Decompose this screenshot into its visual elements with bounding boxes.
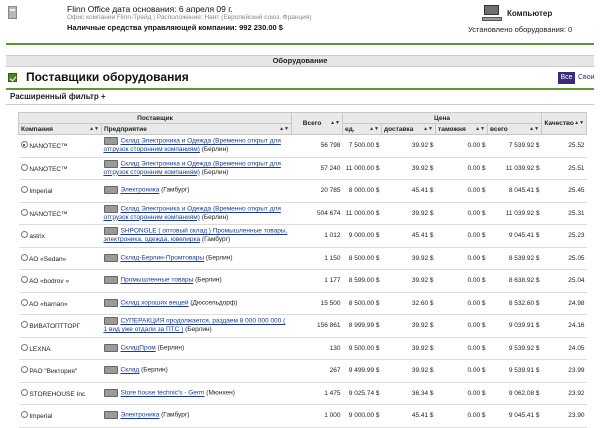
sort-arrows-icon[interactable]: ▲▼ — [475, 125, 486, 132]
enterprise-cell — [102, 292, 292, 315]
total-cell: 56 798 — [292, 135, 343, 158]
truck-icon — [104, 227, 118, 235]
delivery-cell: 39.92 $ — [382, 202, 436, 225]
price-total-cell: 9 045.41 $ — [488, 225, 542, 248]
col-price-total-header[interactable] — [488, 124, 542, 135]
company-name: NANOTEC™ — [29, 143, 68, 151]
city-label: (Берлин) — [157, 344, 185, 352]
enterprise-cell — [102, 135, 292, 158]
truck-icon — [104, 411, 118, 419]
city-label: (Гамбург) — [161, 187, 190, 195]
quality-cell: 24.05 — [542, 337, 587, 360]
price-total-cell: 9 062.08 $ — [488, 382, 542, 405]
delivery-cell: 45.41 $ — [382, 225, 436, 248]
enterprise-link[interactable]: Промышленные товары — [120, 277, 194, 285]
unit-price-cell: 8 500.00 $ — [343, 292, 382, 315]
price-total-cell: 9 539.92 $ — [488, 337, 542, 360]
company-name: AO «barnan» — [28, 300, 68, 308]
company-cell — [19, 202, 102, 225]
group-price-header: Цена — [343, 113, 542, 124]
select-radio[interactable] — [21, 164, 28, 171]
col-delivery-header[interactable] — [382, 124, 436, 135]
customs-cell: 0.00 $ — [436, 157, 488, 180]
price-total-cell: 11 039.92 $ — [488, 202, 542, 225]
company-cell — [19, 135, 102, 158]
enterprise-cell — [102, 382, 292, 405]
table-row — [19, 360, 587, 383]
enterprise-link[interactable]: Электроника — [120, 187, 160, 195]
price-total-cell: 8 539.92 $ — [488, 247, 542, 270]
enterprise-link[interactable]: Склад-Берлин-Промтовары — [120, 254, 205, 262]
company-name: astrix — [29, 233, 45, 241]
price-total-cell: 7 539.92 $ — [488, 135, 542, 158]
toggle-all-button[interactable]: Все — [558, 72, 575, 84]
toggle-own-button[interactable]: Свои — [578, 74, 595, 81]
delivery-cell: 39.92 $ — [382, 247, 436, 270]
enterprise-cell — [102, 270, 292, 293]
truck-icon — [104, 389, 118, 397]
col-enterprise-label: Предприятие — [104, 125, 147, 133]
enterprise-cell — [102, 315, 292, 338]
company-name: AO «bodrov » — [28, 278, 70, 286]
quality-cell: 24.16 — [542, 315, 587, 338]
total-cell: 1 150 — [292, 247, 343, 270]
col-quality-label: Качество — [544, 120, 574, 127]
delivery-cell: 39.92 $ — [382, 337, 436, 360]
unit-price-cell: 8 500.00 $ — [343, 247, 382, 270]
quality-cell: 25.31 — [542, 202, 587, 225]
enterprise-link[interactable]: СУПЕРАКЦИЯ продолжается, раздаем 8 000 000 000 ( 1 вид уже отдали за ПТС ) — [103, 318, 286, 334]
divider — [6, 104, 594, 105]
table-row — [19, 337, 587, 360]
table-row — [19, 180, 587, 203]
quality-cell: 25.52 — [542, 135, 587, 158]
building-icon — [8, 6, 17, 19]
delivery-cell: 39.92 $ — [382, 270, 436, 293]
company-cell — [19, 360, 102, 383]
company-cell — [19, 292, 102, 315]
company-cell — [19, 247, 102, 270]
customs-cell: 0.00 $ — [436, 405, 488, 428]
select-radio[interactable] — [21, 254, 28, 261]
cash-line: Наличные средства управляющей компании: 992 230.00 $ — [67, 23, 283, 32]
col-delivery-label: доставка — [384, 125, 414, 133]
select-radio[interactable] — [21, 366, 28, 373]
extended-filter-toggle[interactable]: Расширенный фильтр + — [10, 92, 106, 101]
customs-cell: 0.00 $ — [436, 247, 488, 270]
header — [0, 0, 600, 40]
divider — [6, 43, 594, 45]
enterprise-link[interactable]: Store house technic's - Germ — [120, 389, 205, 397]
truck-icon — [104, 344, 118, 352]
price-total-cell: 9 539.91 $ — [488, 360, 542, 383]
unit-price-cell: 9 499.99 $ — [343, 360, 382, 383]
customs-cell: 0.00 $ — [436, 270, 488, 293]
select-radio[interactable] — [21, 276, 28, 283]
company-cell — [19, 225, 102, 248]
company-name: PAO "Виктория" — [29, 368, 78, 376]
price-total-cell: 8 045.41 $ — [488, 180, 542, 203]
total-cell: 1 000 — [292, 405, 343, 428]
company-cell — [19, 405, 102, 428]
quality-cell: 25.05 — [542, 247, 587, 270]
customs-cell: 0.00 $ — [436, 382, 488, 405]
delivery-cell: 39.92 $ — [382, 157, 436, 180]
select-radio[interactable] — [21, 321, 28, 328]
total-cell: 504 674 — [292, 202, 343, 225]
table-row — [19, 225, 587, 248]
sort-arrows-icon[interactable]: ▲▼ — [279, 125, 290, 132]
title-row — [6, 70, 594, 86]
total-cell: 156 861 — [292, 315, 343, 338]
section-title: Оборудование — [6, 55, 594, 67]
enterprise-cell — [102, 202, 292, 225]
enterprise-link[interactable]: Склад хороших вещей — [120, 299, 189, 307]
computer-icon — [482, 5, 502, 23]
col-total-label: Всего — [302, 120, 322, 127]
unit-price-cell: 9 025.74 $ — [343, 382, 382, 405]
table-row — [19, 292, 587, 315]
total-cell: 57 240 — [292, 157, 343, 180]
table-row — [19, 247, 587, 270]
city-label: (Дюссельдорф) — [190, 299, 238, 307]
col-company-label: Компания — [21, 125, 53, 133]
enterprise-cell — [102, 180, 292, 203]
city-label: (Берлин) — [195, 277, 222, 285]
computer-label: Компьютер — [507, 9, 553, 18]
city-label: (Берлин) — [205, 254, 233, 262]
select-radio[interactable] — [21, 141, 28, 148]
truck-icon — [104, 317, 118, 325]
city-label: (Берлин) — [201, 168, 229, 176]
total-cell: 20 785 — [292, 180, 343, 203]
divider — [6, 88, 594, 90]
select-radio[interactable] — [21, 186, 28, 193]
enterprise-cell — [102, 405, 292, 428]
city-label: (Гамбург) — [161, 412, 190, 420]
col-unit-label: ед. — [345, 125, 355, 133]
table-row — [19, 135, 587, 158]
delivery-cell: 39.92 $ — [382, 315, 436, 338]
city-label: (Мюнхен) — [206, 389, 235, 397]
select-radio[interactable] — [21, 231, 28, 238]
sort-arrows-icon[interactable]: ▲▼ — [369, 125, 380, 132]
delivery-cell: 39.92 $ — [382, 135, 436, 158]
price-total-cell: 9 045.41 $ — [488, 405, 542, 428]
unit-price-cell: 11 000.00 $ — [343, 202, 382, 225]
customs-cell: 0.00 $ — [436, 292, 488, 315]
quality-cell: 23.99 — [542, 360, 587, 383]
city-label: (Берлин) — [141, 367, 168, 375]
truck-icon — [104, 160, 118, 168]
company-cell — [19, 337, 102, 360]
truck-icon — [104, 276, 118, 284]
delivery-cell: 45.41 $ — [382, 180, 436, 203]
installed-count: Установлено оборудования: 0 — [468, 25, 573, 34]
table-row — [19, 202, 587, 225]
delivery-cell: 45.41 $ — [382, 405, 436, 428]
company-name: NANOTEC™ — [29, 210, 68, 218]
checkmark-icon — [8, 73, 17, 82]
company-name: STOREHOUSE Inc — [29, 390, 86, 398]
enterprise-link[interactable]: Склад — [120, 367, 140, 375]
unit-price-cell: 9 000.00 $ — [343, 405, 382, 428]
suppliers-table — [18, 112, 587, 428]
unit-price-cell: 8 999.99 $ — [343, 315, 382, 338]
company-name: ВИВАТОПТТОРГ — [29, 323, 81, 331]
select-radio[interactable] — [21, 344, 28, 351]
company-cell — [19, 382, 102, 405]
truck-icon — [104, 205, 118, 213]
total-cell: 1 177 — [292, 270, 343, 293]
company-name: AO «Sedan» — [28, 255, 67, 263]
enterprise-cell — [102, 360, 292, 383]
price-total-cell: 9 039.91 $ — [488, 315, 542, 338]
company-cell — [19, 315, 102, 338]
enterprise-link[interactable]: Электроника — [120, 412, 160, 420]
enterprise-link[interactable]: Склад Электроника и Одежда (Временно открыт для отгрузок сторонним компаниям) — [103, 205, 281, 221]
customs-cell: 0.00 $ — [436, 360, 488, 383]
enterprise-link[interactable]: СкладПром — [120, 344, 156, 352]
enterprise-link[interactable]: SHPONGLE ( оптовый склад ) Промышленные товары, электроника, одежда, ювелирка — [103, 228, 288, 244]
total-cell: 15 500 — [292, 292, 343, 315]
unit-price-cell: 8 000.00 $ — [343, 180, 382, 203]
price-total-cell: 11 039.92 $ — [488, 157, 542, 180]
customs-cell: 0.00 $ — [436, 180, 488, 203]
company-cell — [19, 157, 102, 180]
company-name: NANOTEC™ — [29, 165, 68, 173]
enterprise-cell — [102, 247, 292, 270]
truck-icon — [104, 254, 118, 262]
col-total-header[interactable] — [292, 113, 343, 135]
page-title: Поставщики оборудования — [26, 70, 189, 84]
table-row — [19, 270, 587, 293]
select-radio[interactable] — [21, 411, 28, 418]
quality-cell: 24.98 — [542, 292, 587, 315]
city-label: (Берлин) — [201, 146, 229, 154]
company-name: Imperial — [29, 413, 53, 421]
customs-cell: 0.00 $ — [436, 202, 488, 225]
company-cell — [19, 180, 102, 203]
col-customs-label: таможня — [438, 125, 466, 133]
delivery-cell: 36.34 $ — [382, 382, 436, 405]
col-customs-header[interactable] — [436, 124, 488, 135]
total-cell: 130 — [292, 337, 343, 360]
col-price-total-label: всего — [490, 125, 508, 133]
city-label: (Берлин) — [201, 213, 229, 221]
sort-arrows-icon[interactable]: ▲▼ — [574, 120, 585, 126]
quality-cell: 23.92 — [542, 382, 587, 405]
sort-arrows-icon[interactable]: ▲▼ — [89, 125, 99, 132]
group-supplier-header: Поставщик — [19, 113, 292, 124]
quality-cell: 25.45 — [542, 180, 587, 203]
table-row — [19, 315, 587, 338]
sort-arrows-icon[interactable]: ▲▼ — [330, 120, 341, 126]
col-company-header[interactable] — [19, 124, 102, 135]
total-cell: 267 — [292, 360, 343, 383]
col-enterprise-header[interactable] — [102, 124, 292, 135]
price-total-cell: 8 638.92 $ — [488, 270, 542, 293]
company-name: LEXNA — [29, 345, 51, 353]
sort-arrows-icon[interactable]: ▲▼ — [423, 125, 434, 132]
company-cell — [19, 270, 102, 293]
company-line: Flinn Office дата основания: 6 апреля 09 г. — [67, 4, 233, 14]
select-radio[interactable] — [21, 299, 28, 306]
quality-cell: 25.04 — [542, 270, 587, 293]
truck-icon — [104, 137, 118, 145]
sort-arrows-icon[interactable]: ▲▼ — [529, 125, 540, 132]
city-label: (Берлин) — [185, 326, 212, 334]
quality-cell: 25.51 — [542, 157, 587, 180]
company-name: Imperial — [29, 188, 53, 196]
enterprise-cell — [102, 225, 292, 248]
enterprise-cell — [102, 157, 292, 180]
total-cell: 1 475 — [292, 382, 343, 405]
unit-price-cell: 11 000.00 $ — [343, 157, 382, 180]
customs-cell: 0.00 $ — [436, 315, 488, 338]
customs-cell: 0.00 $ — [436, 337, 488, 360]
unit-price-cell: 9 000.00 $ — [343, 225, 382, 248]
enterprise-cell — [102, 337, 292, 360]
city-label: (Гамбург) — [201, 236, 231, 244]
customs-cell: 0.00 $ — [436, 135, 488, 158]
col-unit-header[interactable] — [343, 124, 382, 135]
table-row — [19, 157, 587, 180]
unit-price-cell: 9 500.00 $ — [343, 337, 382, 360]
quality-cell: 25.23 — [542, 225, 587, 248]
delivery-cell: 32.60 $ — [382, 292, 436, 315]
truck-icon — [104, 299, 118, 307]
table-row — [19, 405, 587, 428]
select-radio[interactable] — [21, 209, 28, 216]
table-row — [19, 382, 587, 405]
truck-icon — [104, 186, 118, 194]
office-line: Офис компании Flinn-Трейд | Расположение: Нант (Европейский союз, Франция) — [67, 14, 312, 21]
delivery-cell: 39.92 $ — [382, 360, 436, 383]
total-cell: 1 012 — [292, 225, 343, 248]
quality-cell: 23.90 — [542, 405, 587, 428]
enterprise-link[interactable]: Склад Электроника и Одежда (Временно открыт для отгрузок сторонним компаниям) — [103, 138, 281, 154]
truck-icon — [104, 366, 118, 374]
price-total-cell: 8 532.60 $ — [488, 292, 542, 315]
unit-price-cell: 8 599.00 $ — [343, 270, 382, 293]
customs-cell: 0.00 $ — [436, 225, 488, 248]
enterprise-link[interactable]: Склад Электроника и Одежда (Временно открыт для отгрузок сторонним компаниям) — [103, 160, 281, 176]
select-radio[interactable] — [21, 389, 28, 396]
col-quality-header[interactable] — [542, 113, 587, 135]
unit-price-cell: 7 500.00 $ — [343, 135, 382, 158]
